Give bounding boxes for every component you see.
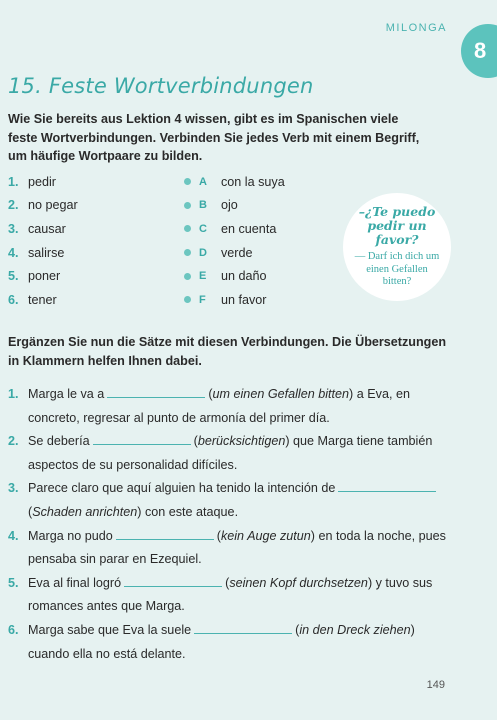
sentence-after: que Marga tiene también aspectos de su personalidad difíciles. <box>28 434 433 472</box>
sentence-after: cuando ella no está delante. <box>28 646 186 661</box>
sentence-number: 3. <box>8 481 19 496</box>
verb-number: 1. <box>8 174 19 189</box>
sentence-before: Marga le va a <box>28 387 105 401</box>
term-letter: D <box>199 246 207 259</box>
sentence-before: Se debería <box>28 434 90 449</box>
verb-text: salirse <box>28 245 65 260</box>
answer-blank[interactable] <box>338 490 436 492</box>
sentence-after: con este ataque. <box>144 504 239 519</box>
match-dot-icon[interactable] <box>184 225 191 232</box>
answer-blank[interactable] <box>93 443 191 445</box>
sentence-item: 6. Marga sabe que Eva la suele (in den Dreck ziehen) cuando ella no está delante. <box>8 619 448 666</box>
translation-hint: berücksichtigen <box>197 434 286 449</box>
verb-item <box>8 194 78 218</box>
verb-list <box>8 170 78 312</box>
verb-text: pedir <box>28 174 57 189</box>
term-item[interactable] <box>184 170 285 194</box>
term-letter: E <box>199 270 207 283</box>
sentence-number: 2. <box>8 434 19 449</box>
term-text: un daño <box>221 269 267 284</box>
sentence-after: en toda la noche, pues pensaba sin parar en Ezequiel. <box>28 528 446 567</box>
answer-blank[interactable] <box>116 538 214 540</box>
verb-number: 5. <box>8 269 19 284</box>
running-head: MILONGA <box>385 22 447 34</box>
verb-item <box>8 288 78 312</box>
sentence-number: 5. <box>8 575 19 590</box>
sentence-list <box>8 383 448 666</box>
verb-text: poner <box>28 269 61 284</box>
sentence-after: a Eva, en concreto, regresar al punto de armonía del primer día. <box>28 387 410 425</box>
verb-number: 3. <box>8 221 19 236</box>
sentence-after: y tuvo sus romances antes que Marga. <box>28 575 433 614</box>
verb-item <box>8 264 78 288</box>
translation-hint: in den Dreck ziehen <box>299 622 411 637</box>
term-item[interactable] <box>184 288 285 312</box>
term-item[interactable] <box>184 194 285 218</box>
translation-hint: kein Auge zutun <box>220 528 311 543</box>
verb-item <box>8 217 78 241</box>
page-number: 149 <box>426 679 445 691</box>
term-list <box>184 170 285 312</box>
translation-hint: seinen Kopf durchsetzen <box>229 575 368 590</box>
term-text: con la suya <box>221 174 285 189</box>
match-dot-icon[interactable] <box>184 273 191 280</box>
sentence-item: 4. Marga no pudo (kein Auge zutun) en toda la noche, pues pensaba sin parar en Ezequiel. <box>8 525 448 572</box>
match-dot-icon[interactable] <box>184 178 191 185</box>
sentence-number: 1. <box>8 387 19 401</box>
term-letter: C <box>199 222 207 235</box>
term-text: en cuenta <box>221 221 277 236</box>
verb-number: 2. <box>8 198 19 213</box>
answer-blank[interactable] <box>124 585 222 587</box>
exercise-instructions: Wie Sie bereits aus Lektion 4 wissen, gibt es im Spanischen viele feste Wortverbindungen. Verbinden Sie jedes Verb mit einem Begriff, um häufige Wortpaare zu bilden. <box>8 112 420 163</box>
translation-hint: um einen Gefallen bitten <box>212 387 350 401</box>
term-item[interactable] <box>184 217 285 241</box>
verb-number: 6. <box>8 292 19 307</box>
match-dot-icon[interactable] <box>184 202 191 209</box>
sentence-item: 3. Parece claro que aquí alguien ha tenido la intención de(Schaden anrichten) con este ataque. <box>8 477 448 524</box>
sentence-item: 2. Se debería (berücksichtigen) que Marga tiene también aspectos de su personalidad difíciles. <box>8 430 448 477</box>
term-item[interactable] <box>184 241 285 265</box>
translation-hint: Schaden anrichten <box>32 504 138 519</box>
sentence-before: Marga no pudo <box>28 528 113 543</box>
term-letter: B <box>199 199 207 212</box>
answer-blank[interactable] <box>194 632 292 634</box>
term-text: un favor <box>221 292 267 307</box>
tip-bubble <box>343 193 451 301</box>
verb-text: no pegar <box>28 198 78 213</box>
term-text: ojo <box>221 198 238 213</box>
match-dot-icon[interactable] <box>184 296 191 303</box>
term-text: verde <box>221 245 253 260</box>
chapter-number: 8 <box>474 38 487 63</box>
sentence-number: 6. <box>8 622 19 637</box>
sentence-before: Eva al final logró <box>28 575 122 590</box>
verb-text: tener <box>28 292 57 307</box>
chapter-badge <box>461 24 497 78</box>
term-letter: F <box>199 293 206 306</box>
sentence-item: 1. Marga le va a (um einen Gefallen bitten) a Eva, en concreto, regresar al punto de armonía del primer día. <box>8 383 448 430</box>
sentence-item: 5. Eva al final logró (seinen Kopf durchsetzen) y tuvo sus romances antes que Marga. <box>8 572 448 619</box>
answer-blank[interactable] <box>107 396 205 398</box>
sentence-number: 4. <box>8 528 19 543</box>
verb-text: causar <box>28 221 66 236</box>
term-letter: A <box>199 175 207 188</box>
verb-item <box>8 241 78 265</box>
sentence-before: Parece claro que aquí alguien ha tenido la intención de <box>28 481 336 496</box>
tip-question: –¿Te puedo pedir un favor? <box>358 204 436 248</box>
match-dot-icon[interactable] <box>184 249 191 256</box>
verb-number: 4. <box>8 245 19 260</box>
sentence-before: Marga sabe que Eva la suele <box>28 622 192 637</box>
exercise-title: 15. Feste Wortverbindungen <box>8 74 314 98</box>
tip-translation: — Darf ich dich um einen Gefallen bitten? <box>354 251 440 288</box>
verb-item <box>8 170 78 194</box>
task2-instructions: Ergänzen Sie nun die Sätze mit diesen Verbindungen. Die Übersetzungen in Klammern helfen Ihnen dabei. <box>8 335 447 368</box>
term-item[interactable] <box>184 264 285 288</box>
